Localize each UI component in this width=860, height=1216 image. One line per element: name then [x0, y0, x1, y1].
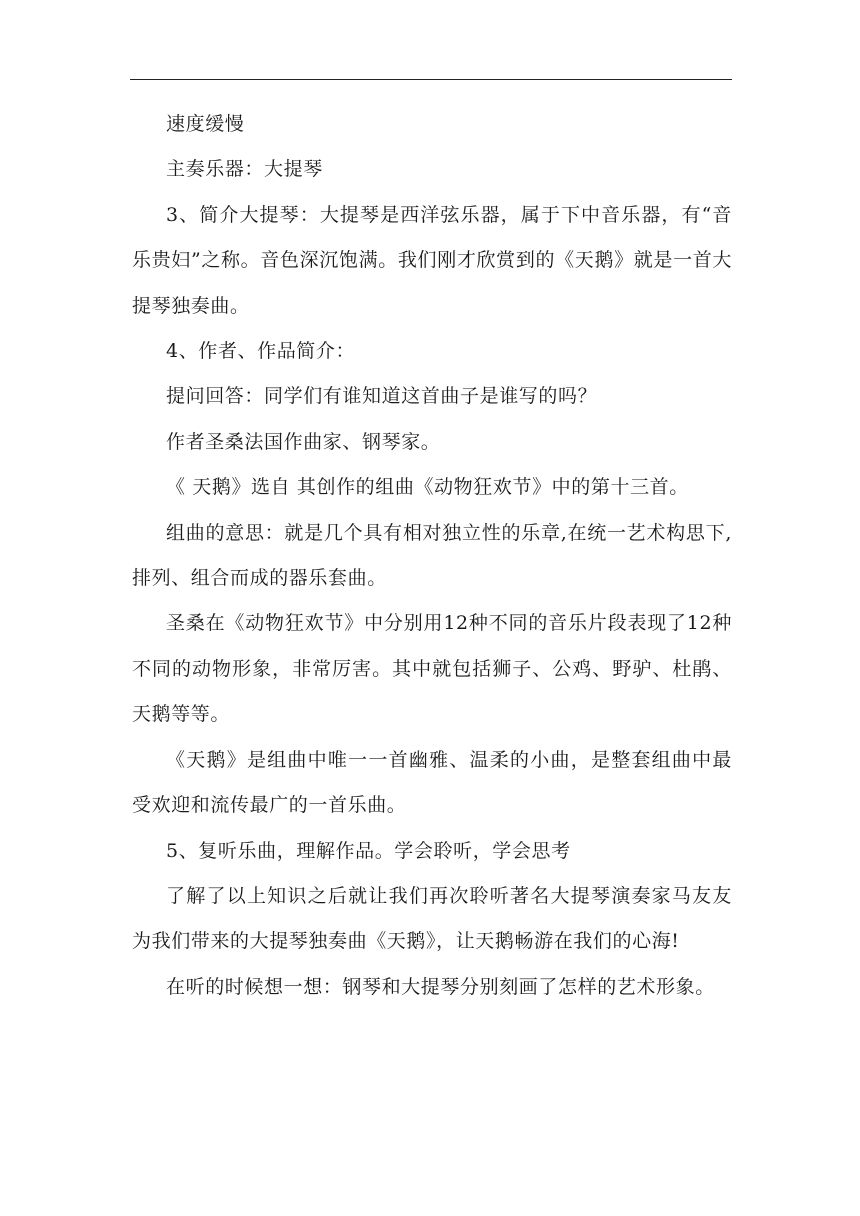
paragraph-selection: 《 天鹅》选自 其创作的组曲《动物狂欢节》中的第十三首。 — [166, 476, 689, 499]
paragraph-author: 作者圣桑法国作曲家、钢琴家。 — [166, 430, 441, 453]
paragraph-relisten: 了解了以上知识之后就让我们再次聆听著名大提琴演奏家马友友为我们带来的大提琴独奏曲《天鹅》，让天鹅畅游在我们的心海! — [132, 884, 732, 953]
paragraph-carnival: 圣桑在《动物狂欢节》中分别用12种不同的音乐片段表现了12种不同的动物形象，非常厉害。其中就包括狮子、公鸡、野驴、杜鹃、天鹅等等。 — [132, 612, 732, 726]
paragraph-relisten-heading: 5、复听乐曲，理解作品。学会聆听，学会思考 — [166, 839, 571, 862]
paragraph-question: 提问回答：同学们有谁知道这首曲子是谁写的吗？ — [166, 385, 598, 408]
paragraph-instrument: 主奏乐器：大提琴 — [166, 158, 323, 181]
paragraph-cello-intro: 3、简介大提琴：大提琴是西洋弦乐器，属于下中音乐器，有“音乐贵妇”之称。音色深沉饱满。我们刚才欣赏到的《天鹅》就是一首大提琴独奏曲。 — [132, 203, 732, 317]
header-rule — [130, 79, 732, 80]
paragraph-suite-meaning: 组曲的意思：就是几个具有相对独立性的乐章,在统一艺术构思下,排列、组合而成的器乐套曲。 — [132, 521, 732, 590]
document-body — [132, 102, 732, 1010]
paragraph-think: 在听的时候想一想：钢琴和大提琴分别刻画了怎样的艺术形象。 — [166, 975, 715, 998]
paragraph-swan: 《天鹅》是组曲中唯一一首幽雅、温柔的小曲，是整套组曲中最受欢迎和流传最广的一首乐曲。 — [132, 748, 732, 817]
paragraph-speed: 速度缓慢 — [166, 113, 245, 135]
paragraph-author-heading: 4、作者、作品简介： — [166, 340, 356, 363]
